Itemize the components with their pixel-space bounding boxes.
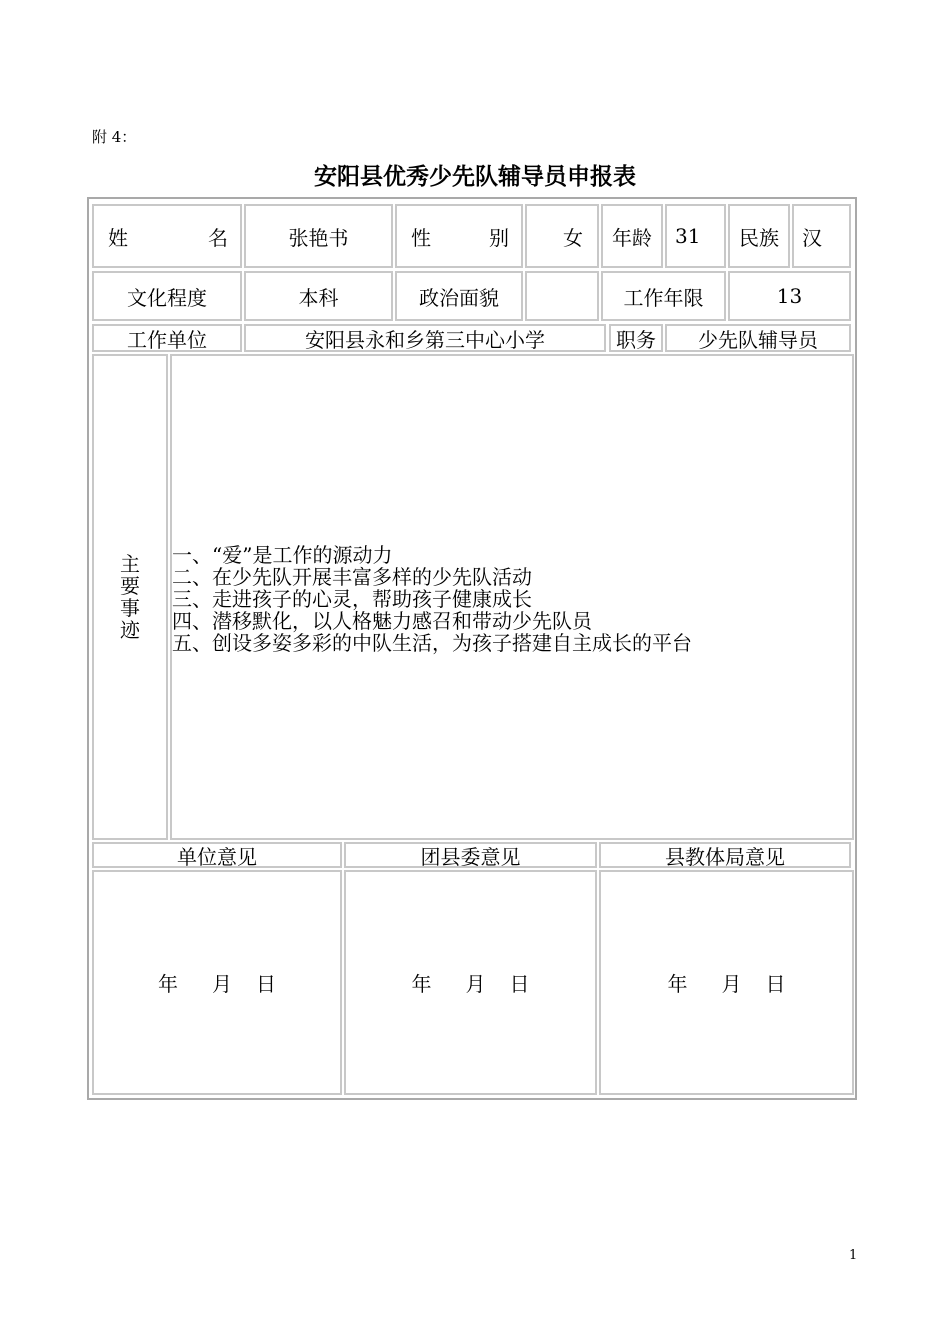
league-opinion-header — [344, 842, 597, 868]
unit-opinion-header — [92, 842, 342, 868]
unit-opinion-cell — [92, 870, 342, 1095]
years-value-cell — [728, 271, 851, 321]
ethnicity-value-cell — [792, 204, 851, 268]
education-bureau-opinion-header — [599, 842, 851, 868]
deeds-item: 五、创设多姿多彩的中队生活，为孩子搭建自主成长的平台 — [172, 631, 692, 655]
deeds-item: 一、“爱”是工作的源动力 — [172, 543, 393, 567]
application-form-table — [87, 197, 857, 1100]
position-label-cell — [609, 324, 663, 352]
form-title: 安阳县优秀少先队辅导员申报表 — [314, 164, 636, 190]
deeds-label-char: 迹 — [120, 618, 140, 642]
gender-value-cell — [525, 204, 599, 268]
ethnicity-value: 汉 — [802, 225, 822, 250]
league-opinion-cell — [344, 870, 597, 1095]
deeds-item: 二、在少先队开展丰富多样的少先队活动 — [172, 565, 532, 589]
unit-value-cell — [244, 324, 606, 352]
education-value: 本科 — [298, 285, 339, 310]
name-label-cell — [92, 204, 242, 268]
political-label-cell — [395, 271, 523, 321]
gender-label-char-2: 别 — [489, 225, 509, 250]
name-value: 张艳书 — [288, 225, 349, 250]
age-label: 年龄 — [612, 225, 652, 250]
date-month: 月 — [721, 972, 742, 996]
page-number: 1 — [849, 1248, 858, 1263]
name-label-char-1: 姓 — [108, 225, 128, 250]
deeds-item: 三、走进孩子的心灵，帮助孩子健康成长 — [172, 587, 532, 611]
gender-label-cell — [395, 204, 523, 268]
date-month: 月 — [212, 972, 232, 996]
education-bureau-opinion-cell — [599, 870, 854, 1095]
date-day: 日 — [256, 972, 276, 996]
age-value: 31 — [675, 224, 701, 248]
unit-value: 安阳县永和乡第三中心小学 — [305, 327, 545, 352]
unit-label: 工作单位 — [127, 327, 207, 352]
years-value: 13 — [776, 284, 803, 308]
age-value-cell — [665, 204, 726, 268]
name-label-char-2: 名 — [208, 225, 228, 250]
unit-opinion-label: 单位意见 — [177, 844, 257, 869]
years-label-cell — [601, 271, 726, 321]
ethnicity-label-cell — [728, 204, 790, 268]
league-opinion-label: 团县委意见 — [420, 844, 521, 869]
date-year: 年 — [411, 972, 432, 996]
deeds-content-cell — [170, 354, 854, 840]
date-day: 日 — [765, 972, 786, 996]
education-bureau-opinion-label: 县教体局意见 — [665, 844, 785, 869]
deeds-label-char: 事 — [120, 596, 140, 620]
deeds-item: 四、潜移默化，以人格魅力感召和带动少先队员 — [172, 609, 592, 633]
ethnicity-label: 民族 — [739, 225, 779, 250]
unit-label-cell — [92, 324, 242, 352]
deeds-list — [172, 544, 692, 654]
deeds-label-cell — [92, 354, 168, 840]
date-year: 年 — [158, 972, 178, 996]
gender-label-char-1: 性 — [411, 225, 431, 250]
education-label-cell — [92, 271, 242, 321]
gender-value: 女 — [563, 225, 583, 250]
position-label: 职务 — [616, 327, 656, 352]
education-value-cell — [244, 271, 393, 321]
position-value-cell — [665, 324, 851, 352]
name-value-cell — [244, 204, 393, 268]
date-day: 日 — [509, 972, 530, 996]
deeds-label-char: 主 — [120, 552, 140, 576]
date-month: 月 — [465, 972, 486, 996]
deeds-label-char: 要 — [120, 574, 140, 598]
political-label: 政治面貌 — [419, 285, 499, 310]
position-value: 少先队辅导员 — [698, 327, 818, 352]
age-label-cell — [601, 204, 663, 268]
annex-label: 附 4： — [92, 128, 137, 146]
education-label: 文化程度 — [127, 285, 207, 310]
years-label: 工作年限 — [623, 285, 704, 310]
political-value-cell — [525, 271, 599, 321]
date-year: 年 — [667, 972, 688, 996]
